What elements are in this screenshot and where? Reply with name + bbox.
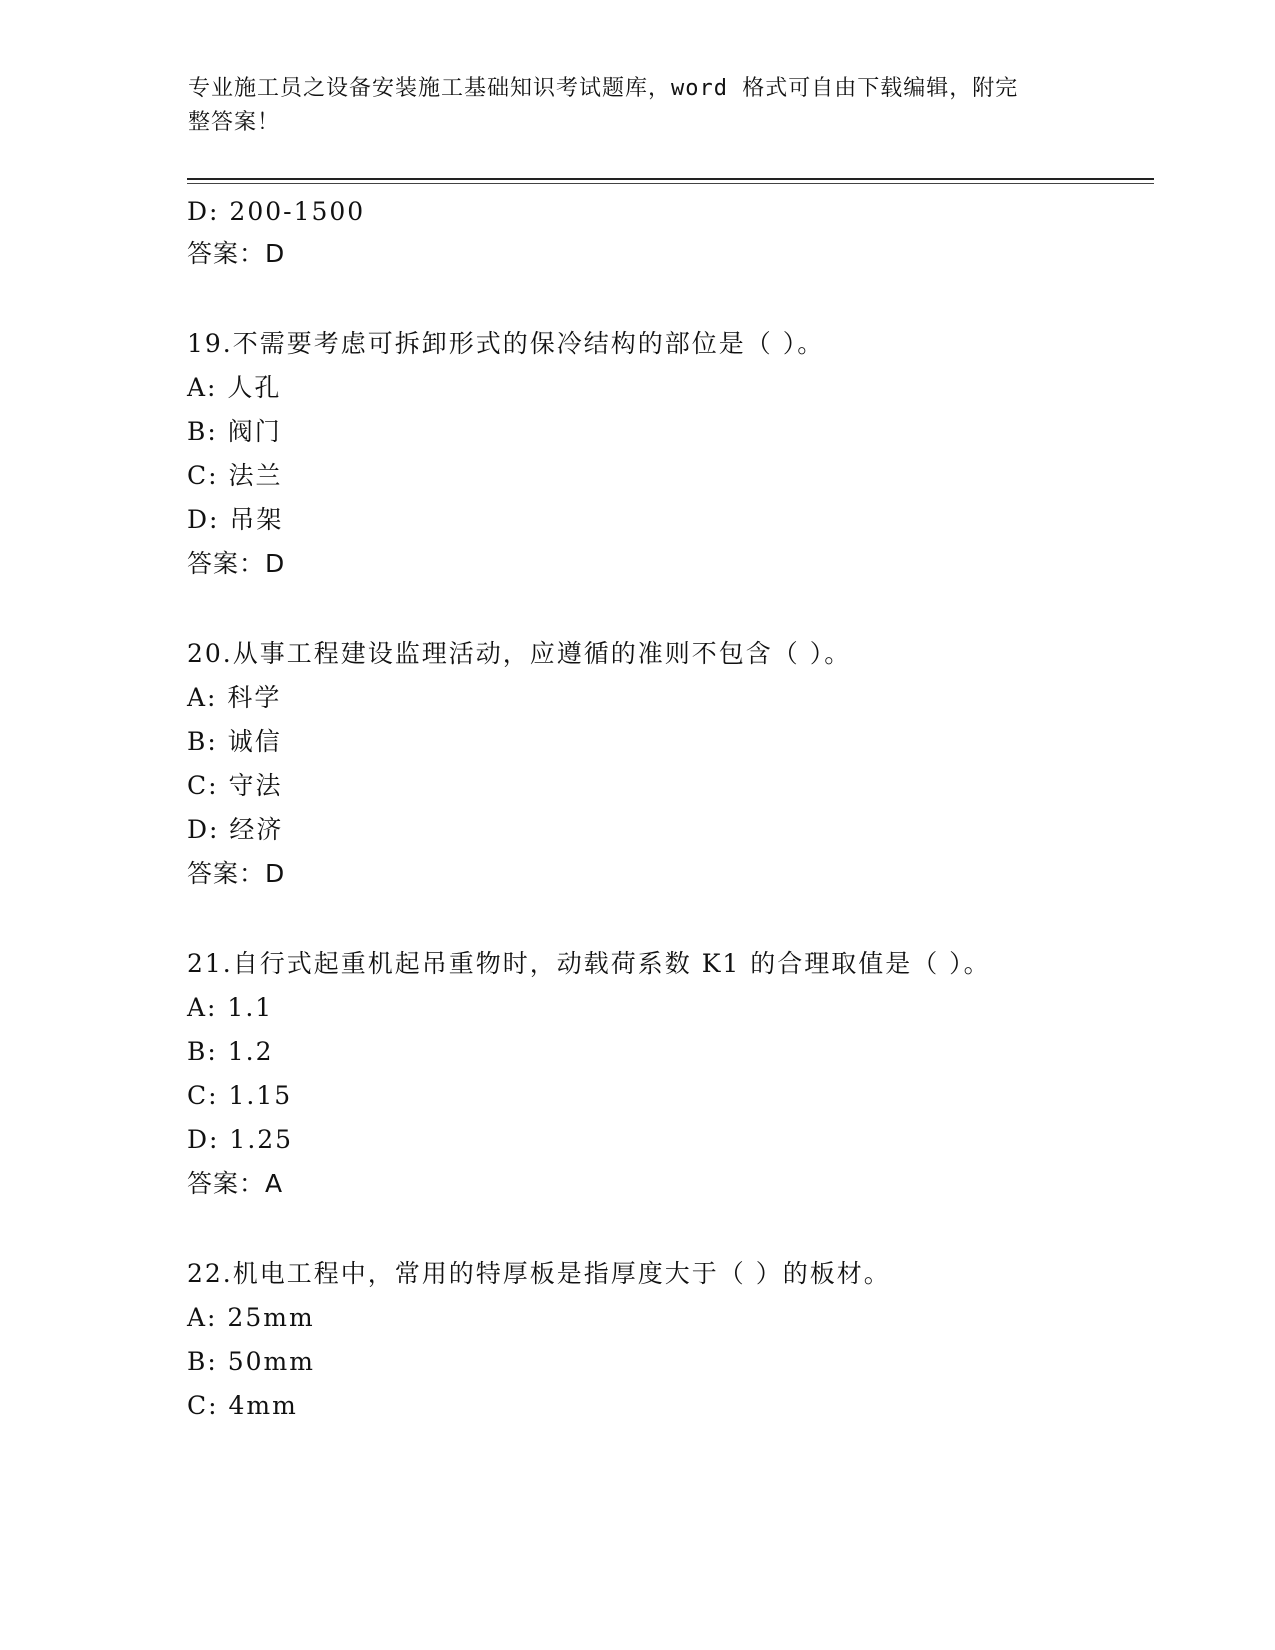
option-a: A: 人孔: [187, 373, 282, 402]
option-c: C: 守法: [187, 771, 283, 800]
option-d: D: 200-1500: [187, 197, 366, 226]
answer: 答案：D: [187, 859, 286, 888]
option-a: A: 1.1: [187, 993, 274, 1022]
question-stem-19: 19.不需要考虑可拆卸形式的保冷结构的部位是（ ）。: [187, 329, 825, 358]
answer: 答案：A: [187, 1169, 284, 1198]
option-b: B: 1.2: [187, 1037, 274, 1066]
header-line-2: 整答案！: [188, 110, 281, 135]
option-b: B: 50mm: [187, 1347, 315, 1376]
option-c: C: 法兰: [187, 461, 283, 490]
option-a: A: 科学: [187, 683, 282, 712]
option-d: D: 经济: [187, 815, 284, 844]
question-stem-21: 21.自行式起重机起吊重物时，动载荷系数 K1 的合理取值是（ ）。: [187, 949, 991, 978]
option-c: C: 4mm: [187, 1391, 298, 1420]
option-a: A: 25mm: [187, 1303, 315, 1332]
header-divider-thick: [187, 178, 1154, 180]
header-divider-thin: [187, 183, 1154, 184]
document-header: [188, 72, 1068, 140]
answer: 答案：D: [187, 549, 286, 578]
answer: 答案：D: [187, 239, 286, 268]
option-d: D: 1.25: [187, 1125, 294, 1154]
option-b: B: 阀门: [187, 417, 282, 446]
option-d: D: 吊架: [187, 505, 284, 534]
question-stem-22: 22.机电工程中，常用的特厚板是指厚度大于（ ）的板材。: [187, 1259, 891, 1288]
option-b: B: 诚信: [187, 727, 282, 756]
header-line-1: 专业施工员之设备安装施工基础知识考试题库，word 格式可自由下载编辑，附完: [188, 76, 1019, 101]
question-stem-20: 20.从事工程建设监理活动，应遵循的准则不包含（ ）。: [187, 639, 852, 668]
option-c: C: 1.15: [187, 1081, 293, 1110]
